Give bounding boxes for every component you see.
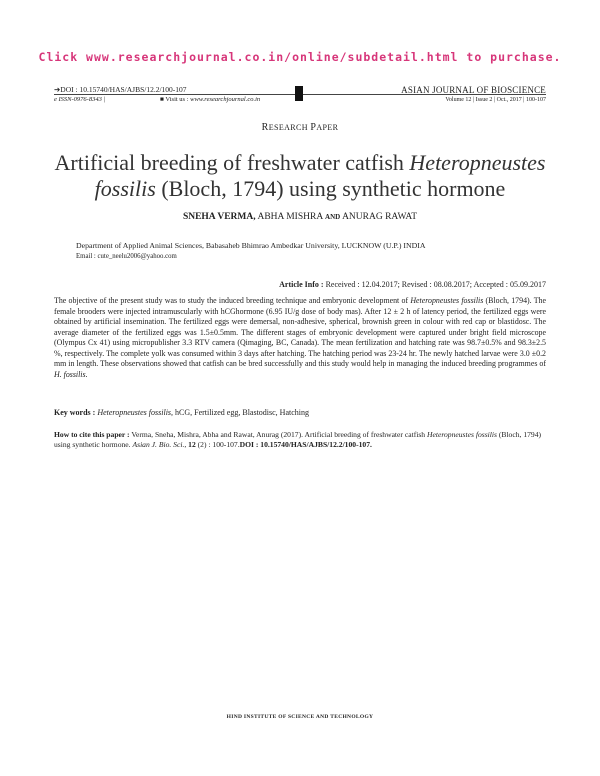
article-info: Article Info : Received : 12.04.2017; Revised : 08.08.2017; Accepted : 05.09.2017 <box>279 280 546 289</box>
visit-label: ■ Visit us : <box>160 96 191 103</box>
purchase-link[interactable]: Click www.researchjournal.co.in/online/subdetail.html to purchase. <box>38 50 562 64</box>
footer-publisher: HIND INSTITUTE OF SCIENCE AND TECHNOLOGY <box>226 714 374 720</box>
citation: How to cite this paper : Verma, Sneha, Mishra, Abha and Rawat, Anurag (2017). Artificial breeding of freshwater catfish Heteropneustes fossilis (Bloch, 1794) using synthetic hormone. Asian J. Bio. Sci., 12 (2) : 100-107.DOI : 10.15740/HAS/AJBS/12.2/100-107. <box>54 430 542 449</box>
doi-header: ➔DOI : 10.15740/HAS/AJBS/12.2/100-107 <box>54 85 187 94</box>
affiliation: Department of Applied Animal Sciences, Babasaheb Bhimrao Ambedkar University, LUCKNOW (U.P.) INDIA <box>76 241 426 250</box>
email: Email : cute_neelu2006@yahoo.com <box>76 253 177 260</box>
authors: SNEHA VERMA, ABHA MISHRA AND ANURAG RAWAT <box>182 212 418 222</box>
journal-name: ASIAN JOURNAL OF BIOSCIENCE <box>401 85 546 95</box>
issn: e ISSN-0976-8343 | <box>54 96 106 103</box>
volume-line: Volume 12 | Issue 2 | Oct., 2017 | 100-107 <box>445 97 546 103</box>
keywords: Key words : Heteropneustes fossilis, hCG, Fertilized egg, Blastodisc, Hatching <box>54 408 310 417</box>
section-label: RESEARCH PAPER <box>261 122 339 133</box>
black-square-mark <box>295 86 303 101</box>
paper-title: Artificial breeding of freshwater catfish Heteropneustes fossilis (Bloch, 1794) using synthetic hormone <box>54 150 546 201</box>
visit-us <box>160 96 260 103</box>
visit-site: www.researchjournal.co.in <box>190 96 261 103</box>
abstract: The objective of the present study was to study the induced breeding technique and embryonic development of Heteropneustes fossilis (Bloch, 1794). The female brooders were injected intramuscularly with hCGhormone (6.95 IU/g dose of body mas). After 12 ± 2 h of latency period, the fertilized eggs were obtained by artificial insemination. The fertilized eggs were demersal, non-adhesive, spherical, brownish green in colour with red cap or blastidosc. The average diameter of the fertilized eggs was 1.5±0.5mm. The different stages of embryonic development were captured under bright field microscope (Olympus Cx 41) using micropublisher 3.3 RTV camera (Qimaging, BC, Canada). The mean fertilization and hatching rate was 98.7±0.5% and 98.3±2.5 %, respectively. The complete yolk was consumed within 3 days after hatching. The hatching period was 23-24 hr. The newly hatched larvae were 3.0 ±0.2 mm in length. These observations showed that catfish can be bred successfully and this study would help in managing the induced breeding programmes of H. fossilis. <box>54 296 546 379</box>
